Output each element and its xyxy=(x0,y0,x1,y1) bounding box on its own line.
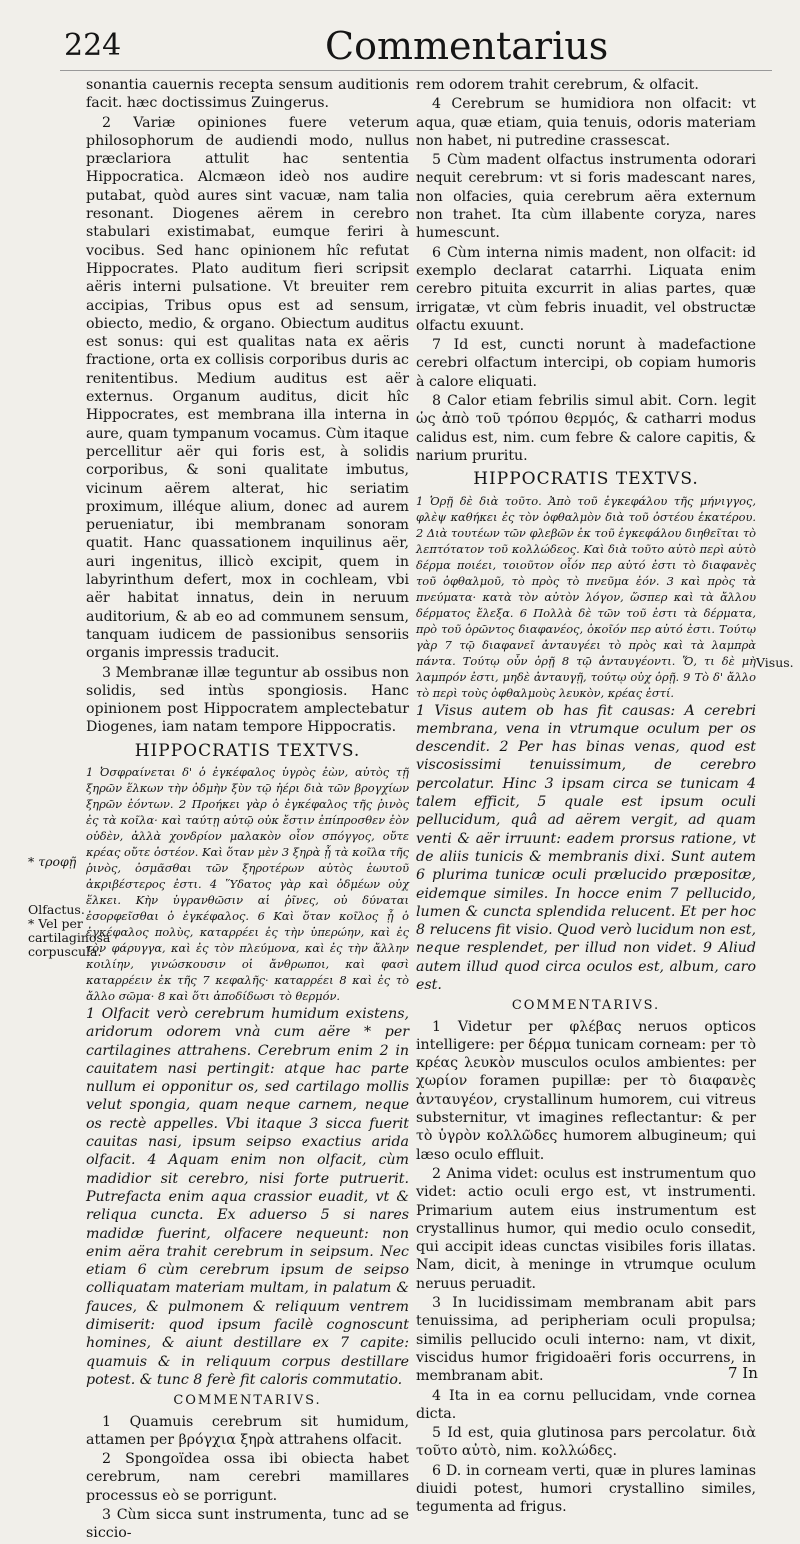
paragraph: 7 Id est, cuncti norunt à madefactione cerebri olfactum intercipi, ob copiam humoris à calore eliquati. xyxy=(416,337,756,390)
paragraph: 2 Variæ opiniones fuere veterum philosophorum de audiendi modo, nullus præclariora attulit hac sententia Hippocratica. Alcmæon ideò nos audire putabat, quòd aures sint vacuæ, nam talia resonant. Diogenes aërem in cerebro stabulari existimabat, eumque feriri à vocibus. Sed hanc opinionem hîc refutat Hippocrates. Plato auditum fieri scripsit aëris interni pulsatione. Vt breuiter rem accipias, Tribus opus est ad sensum, obiecto, medio, & organo. Obiectum auditus est sonus: qui est qualitas nata ex aëris fractione, orta ex collisis corporibus duris ac renitentibus. Medium auditus est aër externus. Organum auditus, dicit hîc Hippocrates, est membrana illa interna in aure, quam tympanum vocamus. Cùm itaque percellitur aër qui foris est, à solidis corporibus, & soni qualitate imbutus, vicinum aërem alterat, hic seriatim proximum, illéque alium, donec ad aurem perueniatur, ibi membranam sonoram quatit. Hanc quassationem inquilinus aër, auri ingenitus, illicò excipit, quem in labyrinthum defert, mox in cochleam, vbi aër habitat innatus, dein in neruum auditorium, & ab eo ad communem sensum, tanquam iudicem de passionibus sensoriis organis impressis traducit. xyxy=(86,114,409,662)
paragraph: 6 Cùm interna nimis madent, non olfacit: id exemplo declarat catarrhi. Liquata enim cerebro pituita excurrit in alias partes, quæ irrigatæ, vt cùm febris inuadit, vel obstructæ olfactu exuunt. xyxy=(416,244,756,334)
margin-note-olfactus xyxy=(28,902,111,959)
commentary-heading: COMMENTARIVS. xyxy=(173,1393,322,1409)
latin-translation: 1 Olfacit verò cerebrum humidum existens, aridorum odorem vnà cum aëre * per cartilagines attrahens. Cerebrum enim 2 in cauitatem nasi pertingit: atque hac parte nullum ei opponitur os, sed cartilago mollis velut spongia, quam neque carnem, neque os rectè appelles. Vbi itaque 3 sicca fuerit cauitas nasi, ipsum seipso exactius arida olfacit. 4 Aquam enim non olfacit, cùm madidior sit cerebro, nisi forte putruerit. Putrefacta enim aqua crassior euadit, vt & reliqua cuncta. Ex aduerso 5 si nares madidæ fuerint, olfacere nequeunt: non enim aëra trahit cerebrum in seipsum. Nec etiam 6 cùm cerebrum ipsum de seipso colliquatam materiam multam, in palatum & fauces, & pulmonem & reliquum ventrem dimiserit: quod ipsum facilè cognoscunt homines, & aiunt destillare ex 7 capite: quamuis & in reliquum corpus destillare potest. & tunc 8 ferè fit caloris commutatio. xyxy=(86,1005,409,1388)
paragraph: 4 Cerebrum se humidiora non olfacit: vt aqua, quæ etiam, quia tenuis, odoris materiam non habet, ni putredine crassescat. xyxy=(416,96,756,149)
section-heading: HIPPOCRATIS TEXTVS. xyxy=(473,469,699,490)
margin-note-visus: Visus. xyxy=(756,655,794,670)
section-heading: HIPPOCRATIS TEXTVS. xyxy=(134,740,361,761)
greek-text: 1 Ὀσφραίνεται δ' ὁ ἐγκέφαλος ὑγρὸς ἐὼν, αὐτὸς τῇ ξηρῶν ἕλκων τὴν ὀδμὴν ξὺν τῷ ἠέρι διὰ τῶν βρογχίων ξηρῶν ἐόντων. 2 Προήκει γὰρ ὁ ἐγκέφαλος τῆς ῥινὸς ἐς τὰ κοῖλα· καὶ ταύτῃ αὐτῷ οὐκ ἔστιν ἐπίπροσθεν ἐὸν οὐδὲν, ἀλλὰ χονδρίον μαλακὸν οἷον σπόγγος, οὔτε κρέας οὔτε ὀστέον. Καὶ ὅταν μὲν 3 ξηρὰ ᾖ τὰ κοῖλα τῆς ῥινὸς, ὀσμᾶσθαι τῶν ξηροτέρων αὐτὸς ἑωυτοῦ ἀκριβέστερος ἐστι. 4 Ὕδατος γὰρ καὶ ὀδμέων οὐχ ἕλκει. Κὴν ὑγρανθῶσιν αἱ ῥῖνες, οὐ δύναται ἐσορφεῖσθαι ὁ ἐγκέφαλος. 6 Καὶ ὅταν κοῖλος ᾖ ὁ ἐγκέφαλος πολὺς, καταρρέει ἐς τὴν ὑπερώην, καὶ ἐς τὸν φάρυγγα, καὶ ἐς τὸν πλεύμονα, καὶ ἐς τὴν ἄλλην κοιλίην, γινώσκουσιν οἱ ἄνθρωποι, καὶ φασὶ καταρρέειν ἐκ τῆς 7 κεφαλῆς· καταρρέει 8 καὶ ἐς τὸ ἄλλο σῶμα· 8 καὶ ὅτι ἀποδίδωσι τὸ θερμόν. xyxy=(86,764,409,1003)
margin-note-variant: * Vel per cartilaginosa corpuscula. xyxy=(28,916,111,959)
paragraph: 5 Cùm madent olfactus instrumenta odorari nequit cerebrum: vt si foris madescant nares, non olfacies, quia cerebrum aëra externum non trahet. Ita cùm illabente coryza, nares humescunt. xyxy=(416,152,756,242)
catchword: 7 In xyxy=(728,1364,758,1382)
margin-note-star: * τροφῇ xyxy=(28,854,77,869)
paragraph: 8 Calor etiam febrilis simul abit. Corn. legit ὡς ἀπὸ τοῦ τρόπου θερμός, & catharri modus calidus est, nim. cum febre & calore capitis, & narium pruritu. xyxy=(416,393,756,464)
right-column xyxy=(416,76,756,1518)
commentary-paragraph: 2 Spongoïdea ossa ibi obiecta habet cerebrum, nam cerebri mamillares processus eò se porrigunt. xyxy=(86,1451,409,1504)
commentary-paragraph: 1 Videtur per φλέβας neruos opticos intelligere: per δέρμα tunicam corneam: per τὸ κρέας λευκὸν musculos oculos ambientes: per χωρίον foramen pupillæ: per τὸ διαφανὲς ἀνταυγέον, crystallinum humorem, cui vitreus substernitur, vt imagines reflectantur: & per τὸ ὑγρὸν κολλῶδες humorem albugineum; qui læso oculo effluit. xyxy=(416,1018,756,1163)
commentary-paragraph: 5 Id est, quia glutinosa pars percolatur. διὰ τοῦτο αὐτὸ, nim. κολλώδες. xyxy=(416,1425,756,1460)
margin-note-label: Olfactus. xyxy=(28,902,85,917)
running-title: Commentarius xyxy=(325,24,609,68)
left-column xyxy=(86,76,409,1544)
commentary-heading: COMMENTARIVS. xyxy=(511,998,661,1014)
paragraph: rem odorem trahit cerebrum, & olfacit. xyxy=(416,77,699,93)
latin-translation: 1 Visus autem ob has fit causas: A cerebri membrana, vena in vtrumque oculum per os descendit. 2 Per has binas venas, quod est viscosissimi tenuissimum, de cerebro percolatur. Hinc 3 ipsam circa se tunicam 4 talem efficit, 5 quale est ipsum oculi pellucidum, quâ ad aërem vergit, ad quam venti & aër irruunt: eadem prorsus ratione, vt de aliis tunicis & membranis dixi. Sunt autem 6 plurima tunicæ oculi prælucido præpositæ, eidemque similes. In hocce enim 7 pellucido, lumen & cuncta splendida relucent. Et per hoc 8 relucens fit visio. Quod verò lucidum non est, neque resplendet, per illud non videt. 9 Aliud autem illud quod circa oculos est, album, caro est. xyxy=(416,702,756,993)
commentary-paragraph: 2 Anima videt: oculus est instrumentum quo videt: actio oculi ergo est, vt instrumenti. Primarium autem eius instrumentum est crystallinus humor, qui medio oculo consedit, qui accipit ideas cunctas visibiles foris illatas. Nam, dicit, à meninge in vtrumque oculum neruus peruadit. xyxy=(416,1165,756,1292)
commentary-paragraph: 6 D. in corneam verti, quæ in plures laminas diuidi potest, humori crystallino similes, tegumenta ad frigus. xyxy=(416,1462,756,1516)
paragraph: 3 Membranæ illæ teguntur ab ossibus non solidis, sed intùs spongiosis. Hanc opinionem post Hippocratem amplectebatur Diogenes, iam natam tempore Hippocratis. xyxy=(86,664,409,736)
commentary-paragraph: 3 In lucidissimam membranam abit pars tenuissima, ad peripheriam oculi propulsa; similis pellucido oculi interno: nam, vt dixit, viscidus humor frigidoaëri foris occurrens, in membranam abit. xyxy=(416,1295,756,1385)
page-number: 224 xyxy=(64,28,122,63)
paragraph: sonantia cauernis recepta sensum auditionis facit. hæc doctissimus Zuingerus. xyxy=(86,77,409,112)
commentary-paragraph: 1 Quamuis cerebrum sit humidum, attamen per βρόγχια ξηρὰ attrahens olfacit. xyxy=(86,1413,409,1448)
header-rule xyxy=(60,70,772,71)
commentary-paragraph: 3 Cùm sicca sunt instrumenta, tunc ad se siccio- xyxy=(86,1507,409,1542)
commentary-paragraph: 4 Ita in ea cornu pellucidam, vnde cornea dicta. xyxy=(416,1387,756,1422)
greek-text: 1 Ὁρῇ δὲ διὰ τοῦτο. Ἀπὸ τοῦ ἐγκεφάλου τῆς μήνιγγος, φλὲψ καθήκει ἐς τὸν ὀφθαλμὸν διὰ τοῦ ὀστέου ἑκατέρου. 2 Διὰ τουτέων τῶν φλεβῶν ἐκ τοῦ ἐγκεφάλου διηθεῖται τὸ λεπτότατον τοῦ κολλώδεος. Καὶ διὰ τοῦτο αὐτὸ περὶ αὐτὸ δέρμα ποιέει, τοιοῦτον οἷόν περ αὐτό ἐστι τὸ διαφανὲς τοῦ ὀφθαλμοῦ, τὸ πρὸς τὸ πνεῦμα ἐόν. 3 καὶ πρὸς τὰ πνεύματα· κατὰ τὸν αὐτὸν λόγον, ὥσπερ καὶ τὰ ἄλλου δέρματος ἔλεξα. 6 Πολλὰ δὲ τῶν τοῦ ἐστι τὰ δέρματα, πρὸ τοῦ ὁρῶντος διαφανέος, ὁκοῖόν περ αὐτό ἐστι. Τούτῳ γὰρ 7 τῷ διαφανεῖ ἀνταυγέει τὸ πρὸς καὶ τὰ λαμπρὰ πάντα. Τούτῳ οὖν ὁρῇ 8 τῷ ἀνταυγέοντι. Ὅ, τι δὲ μὴ λαμπρόν ἐστι, μηδὲ ἀνταυγῇ, τούτῳ οὐχ ὁρῇ. 9 Τὸ δ' ἄλλο τὸ περὶ τοὺς ὀφθαλμοὺς λευκὸν, κρέας ἐστί. xyxy=(416,493,756,700)
